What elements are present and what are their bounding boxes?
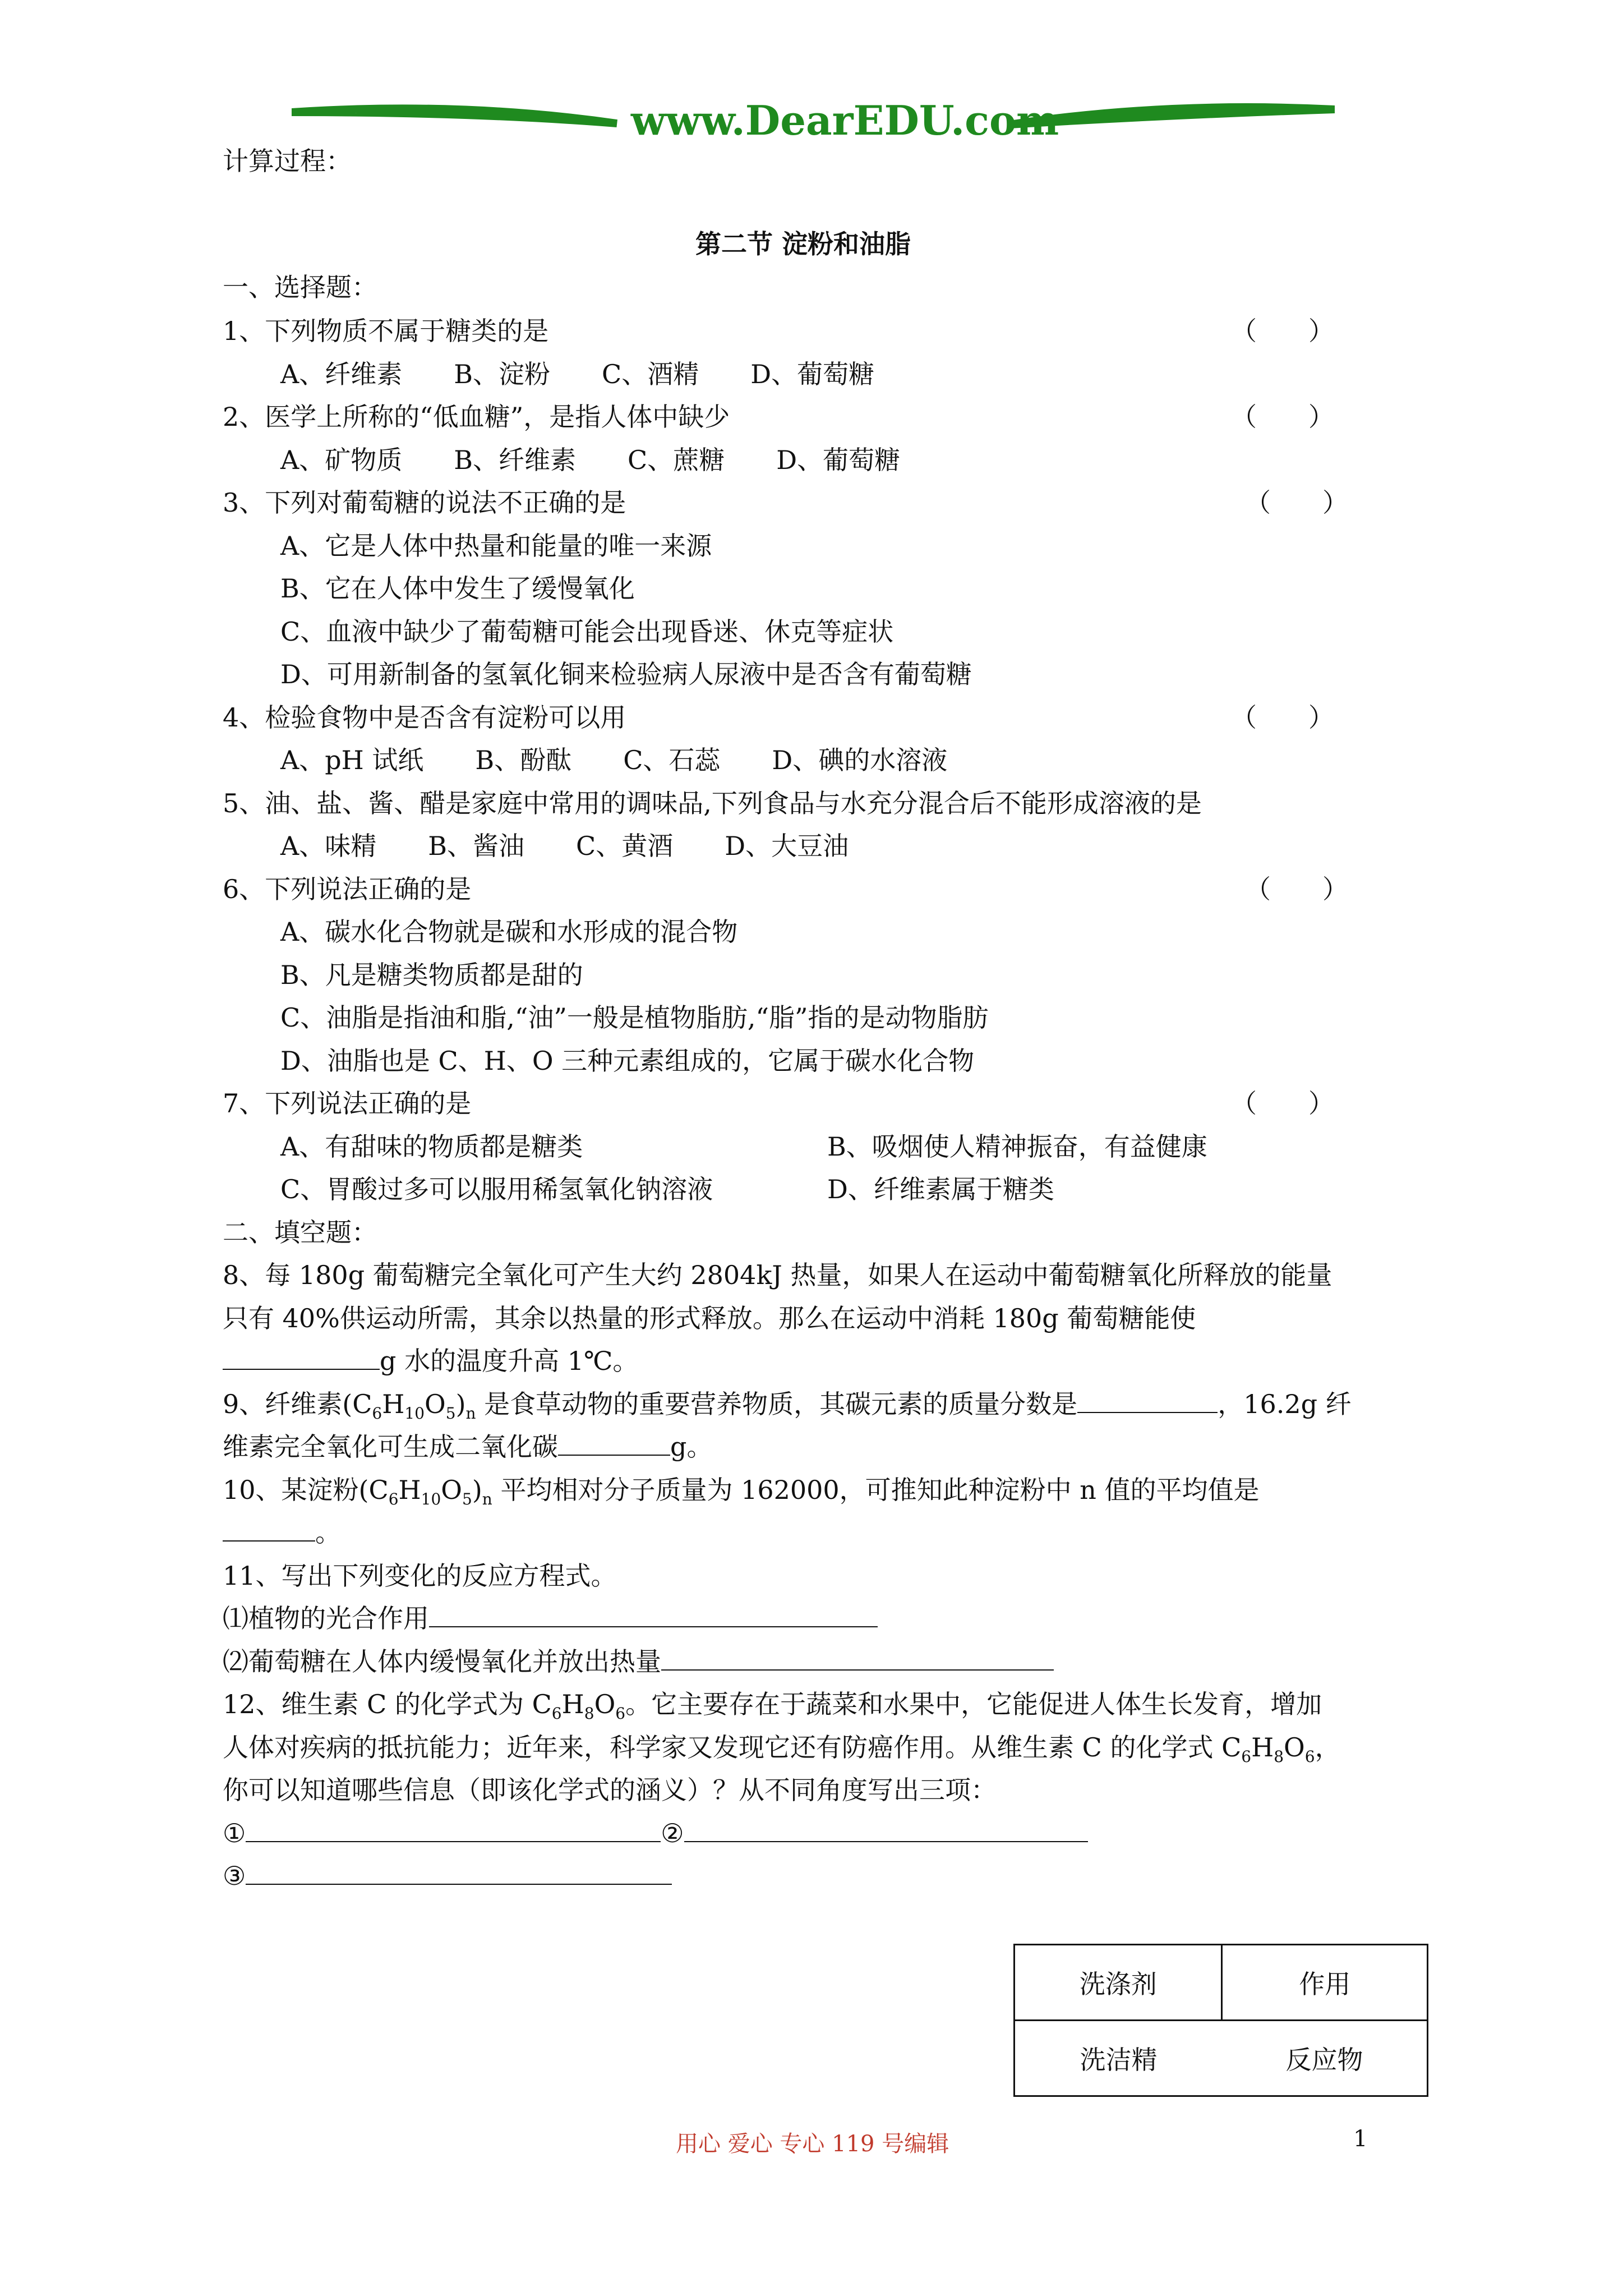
q3-option-d: D、可用新制备的氢氧化铜来检验病人尿液中是否含有葡萄糖 [280, 659, 972, 689]
q4-options: A、pH 试纸 B、酚酞 C、石蕊 D、碘的水溶液 [280, 745, 948, 775]
q7-stem: 7、下列说法正确的是 [223, 1088, 472, 1119]
table-cell: 反应物 [1222, 2021, 1428, 2096]
q6-option-a: A、碳水化合物就是碳和水形成的混合物 [280, 917, 738, 947]
table-cell: 洗洁精 [1015, 2021, 1222, 2096]
q10-answer-blank[interactable] [223, 1518, 315, 1542]
q12-answers-row2: ③ [223, 1859, 672, 1893]
q12-answers-row1: ① ② [223, 1816, 1088, 1850]
q9-blank-carbon-fraction[interactable] [1077, 1389, 1218, 1413]
q7-option-b: B、吸烟使人精神振奋，有益健康 [827, 1131, 1207, 1162]
q11-stem: 11、写出下列变化的反应方程式。 [223, 1561, 617, 1591]
q11-part-b: ⑵葡萄糖在人体内缓慢氧化并放出热量 [223, 1645, 1054, 1678]
q4-answer-paren: （ ） [1231, 702, 1334, 733]
q2-options: A、矿物质 B、纤维素 C、蔗糖 D、葡萄糖 [280, 445, 901, 475]
q9-blank-co2[interactable] [558, 1432, 670, 1456]
q3-stem: 3、下列对葡萄糖的说法不正确的是 [223, 487, 626, 518]
q1-answer-paren: （ ） [1231, 316, 1334, 346]
q10-line2: 。 [223, 1516, 341, 1549]
q9-line2: 维素完全氧化可生成二氧化碳 g。 [223, 1432, 713, 1462]
q6-option-c: C、油脂是指油和脂,“油”一般是植物脂肪,“脂”指的是动物脂肪 [280, 1002, 989, 1033]
q12-line1: 12、维生素 C 的化学式为 $C_6H_8O_6$。它主要存在于蔬菜和水果中，它能促进人体生长发育，增加 [223, 1689, 1322, 1723]
q6-option-d: D、油脂也是 C、H、O 三种元素组成的，它属于碳水化合物 [280, 1046, 975, 1076]
q1-options: A、纤维素 B、淀粉 C、酒精 D、葡萄糖 [280, 359, 875, 389]
header-logo [292, 90, 1335, 151]
q8-line2: 只有 40%供运动所需，其余以热量的形式释放。那么在运动中消耗 180g 葡萄糖能使 [223, 1303, 1196, 1333]
table-row [1015, 1945, 1428, 2021]
q9-line1: 9、纤维素$(C_6H_{10}O_5)_n$ 是食草动物的重要营养物质，其碳元素的质量分数是 ，16.2g 纤 [223, 1389, 1352, 1423]
detergent-table [1013, 1944, 1428, 2097]
q6-stem: 6、下列说法正确的是 [223, 874, 472, 904]
q8-line1: 8、每 180g 葡萄糖完全氧化可产生大约 2804kJ 热量，如果人在运动中葡萄糖氧化所释放的能量 [223, 1260, 1332, 1290]
page-number: 1 [1353, 2126, 1368, 2152]
q11-part-a: ⑴植物的光合作用 [223, 1602, 878, 1635]
q11-blank-b[interactable] [661, 1647, 1054, 1671]
q12-blank-2[interactable] [684, 1819, 1088, 1842]
logo-text: www.DearEDU.com [631, 96, 1059, 144]
table-cell: 作用 [1222, 1945, 1428, 2021]
q2-stem: 2、医学上所称的“低血糖”，是指人体中缺少 [223, 402, 730, 432]
q7-option-d: D、纤维素属于糖类 [827, 1174, 1054, 1204]
footer-text: 用心 爱心 专心 119 号编辑 [676, 2131, 949, 2157]
q12-line2: 人体对疾病的抵抗能力；近年来，科学家又发现它还有防癌作用。从维生素 C 的化学式 $C_6H_8O_6$， [223, 1732, 1341, 1766]
part1-heading: 一、选择题： [223, 272, 377, 302]
q3-option-c: C、血液中缺少了葡萄糖可能会出现昏迷、休克等症状 [280, 616, 894, 647]
table-row [1015, 2021, 1428, 2096]
q1-stem: 1、下列物质不属于糖类的是 [223, 316, 549, 346]
q6-option-b: B、凡是糖类物质都是甜的 [280, 960, 583, 990]
part2-heading: 二、填空题： [223, 1217, 377, 1248]
q5-options: A、味精 B、酱油 C、黄酒 D、大豆油 [280, 831, 849, 861]
section-title: 第二节 淀粉和油脂 [695, 229, 911, 259]
q12-blank-1[interactable] [246, 1819, 661, 1842]
left-swoosh [292, 108, 617, 123]
calc-label: 计算过程： [223, 146, 352, 176]
q2-answer-paren: （ ） [1231, 402, 1334, 432]
q7-option-c: C、胃酸过多可以服用稀氢氧化钠溶液 [280, 1174, 713, 1204]
q3-answer-paren: （ ） [1245, 487, 1348, 518]
q11-blank-a[interactable] [429, 1604, 878, 1627]
table-cell: 洗涤剂 [1015, 1945, 1222, 2021]
q12-line3: 你可以知道哪些信息（即该化学式的涵义）？从不同角度写出三项： [223, 1775, 997, 1805]
q3-option-b: B、它在人体中发生了缓慢氧化 [280, 573, 635, 604]
q4-stem: 4、检验食物中是否含有淀粉可以用 [223, 702, 626, 733]
q8-answer-blank[interactable] [223, 1346, 380, 1370]
q7-answer-paren: （ ） [1231, 1088, 1334, 1119]
q8-line3: g 水的温度升高 1℃。 [223, 1344, 638, 1378]
q7-option-a: A、有甜味的物质都是糖类 [280, 1131, 583, 1162]
q6-answer-paren: （ ） [1245, 874, 1348, 904]
q10-line1: 10、某淀粉$(C_6H_{10}O_5)_n$ 平均相对分子质量为 162000，可推知此种淀粉中 n 值的平均值是 [223, 1475, 1260, 1509]
q5-stem: 5、油、盐、酱、醋是家庭中常用的调味品,下列食品与水充分混合后不能形成溶液的是 [223, 788, 1202, 818]
q3-option-a: A、它是人体中热量和能量的唯一来源 [280, 531, 712, 561]
q12-blank-3[interactable] [246, 1861, 672, 1885]
